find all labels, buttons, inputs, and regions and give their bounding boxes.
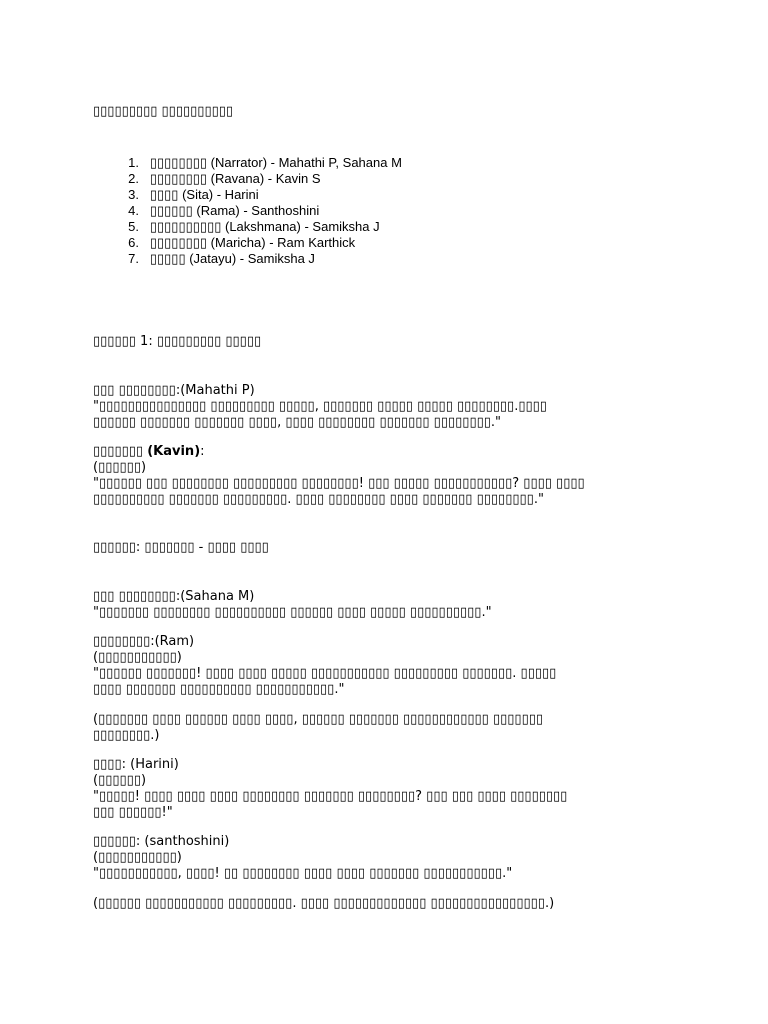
narrator1-line1: "▯▯▯▯▯▯▯▯▯▯▯▯▯▯▯ ▯▯▯▯▯▯▯▯▯ ▯▯▯▯▯, ▯▯▯▯▯▯▯ ▯▯▯▯▯ ▯▯▯▯▯ ▯▯▯▯▯▯▯▯.▯▯▯▯ — [93, 399, 547, 414]
narrator1-line2: ▯▯▯▯▯▯ ▯▯▯▯▯▯▯ ▯▯▯▯▯▯▯ ▯▯▯▯, ▯▯▯▯ ▯▯▯▯▯▯▯▯ ▯▯▯▯▯▯▯ ▯▯▯▯▯▯▯▯." — [93, 415, 502, 430]
sita-stage: (▯▯▯▯▯▯) — [93, 773, 147, 788]
ravana-speaker — [93, 444, 205, 460]
scene2-heading: ▯▯▯▯▯▯: ▯▯▯▯▯▯▯ - ▯▯▯▯ ▯▯▯▯ — [93, 540, 269, 555]
rama-line1: "▯▯▯▯▯▯▯▯▯▯▯, ▯▯▯▯! ▯▯ ▯▯▯▯▯▯▯▯ ▯▯▯▯ ▯▯▯▯ ▯▯▯▯▯▯▯ ▯▯▯▯▯▯▯▯▯▯▯." — [93, 866, 513, 881]
list-number: 6. — [128, 235, 139, 250]
stage-direction-1-line2: ▯▯▯▯▯▯▯▯.) — [93, 728, 160, 743]
list-text: ▯▯▯▯▯▯▯▯ (Maricha) - Ram Karthick — [149, 235, 356, 250]
list-item — [93, 187, 402, 203]
maricha-line1: "▯▯▯▯▯▯ ▯▯▯▯▯▯▯! ▯▯▯▯ ▯▯▯▯ ▯▯▯▯▯ ▯▯▯▯▯▯▯▯▯▯▯ ▯▯▯▯▯▯▯▯▯ ▯▯▯▯▯▯▯. ▯▯▯▯▯ — [93, 666, 557, 681]
list-number: 4. — [128, 203, 139, 218]
ravana-actor: (Kavin) — [147, 444, 201, 459]
list-item — [93, 251, 402, 267]
list-number: 2. — [128, 171, 139, 186]
maricha-stage: (▯▯▯▯▯▯▯▯▯▯▯) — [93, 650, 182, 665]
list-item — [93, 155, 402, 171]
ravana-line1: "▯▯▯▯▯▯ ▯▯▯ ▯▯▯▯▯▯▯▯ ▯▯▯▯▯▯▯▯▯ ▯▯▯▯▯▯▯▯! ▯▯▯ ▯▯▯▯▯ ▯▯▯▯▯▯▯▯▯▯▯? ▯▯▯▯ ▯▯▯▯ — [93, 476, 585, 491]
ravana-line2: ▯▯▯▯▯▯▯▯▯▯ ▯▯▯▯▯▯▯ ▯▯▯▯▯▯▯▯▯. ▯▯▯▯ ▯▯▯▯▯▯▯▯ ▯▯▯▯ ▯▯▯▯▯▯▯ ▯▯▯▯▯▯▯▯." — [93, 492, 544, 507]
narrator2-line1: "▯▯▯▯▯▯▯ ▯▯▯▯▯▯▯▯ ▯▯▯▯▯▯▯▯▯▯ ▯▯▯▯▯▯ ▯▯▯▯ ▯▯▯▯▯ ▯▯▯▯▯▯▯▯▯▯." — [93, 605, 492, 620]
ravana-colon: : — [200, 444, 205, 459]
list-item — [93, 219, 402, 235]
sita-line1: "▯▯▯▯▯! ▯▯▯▯ ▯▯▯▯ ▯▯▯▯ ▯▯▯▯▯▯▯▯ ▯▯▯▯▯▯▯ ▯▯▯▯▯▯▯▯? ▯▯▯ ▯▯▯ ▯▯▯▯ ▯▯▯▯▯▯▯▯ — [93, 789, 568, 804]
narrator2-speaker: ▯▯▯ ▯▯▯▯▯▯▯▯:(Sahana M) — [93, 589, 255, 604]
ravana-stage: (▯▯▯▯▯▯) — [93, 460, 147, 475]
stage-direction-1-line1: (▯▯▯▯▯▯▯ ▯▯▯▯ ▯▯▯▯▯▯ ▯▯▯▯ ▯▯▯▯, ▯▯▯▯▯▯ ▯▯▯▯▯▯▯ ▯▯▯▯▯▯▯▯▯▯▯▯ ▯▯▯▯▯▯▯ — [93, 712, 544, 727]
cast-list — [93, 155, 402, 267]
list-text: ▯▯▯▯▯▯▯▯ (Ravana) - Kavin S — [149, 171, 321, 186]
stage-direction-2: (▯▯▯▯▯▯ ▯▯▯▯▯▯▯▯▯▯▯ ▯▯▯▯▯▯▯▯▯. ▯▯▯▯ ▯▯▯▯▯▯▯▯▯▯▯▯▯ ▯▯▯▯▯▯▯▯▯▯▯▯▯▯▯▯.) — [93, 896, 555, 911]
list-number: 1. — [128, 155, 139, 170]
list-item — [93, 235, 402, 251]
sita-line2: ▯▯▯ ▯▯▯▯▯▯!" — [93, 805, 173, 820]
list-text: ▯▯▯▯▯ (Jatayu) - Samiksha J — [149, 251, 315, 266]
rama-stage: (▯▯▯▯▯▯▯▯▯▯▯) — [93, 850, 182, 865]
narrator1-speaker: ▯▯▯ ▯▯▯▯▯▯▯▯:(Mahathi P) — [93, 383, 255, 398]
maricha-speaker: ▯▯▯▯▯▯▯▯:(Ram) — [93, 634, 195, 649]
list-item — [93, 203, 402, 219]
list-text: ▯▯▯▯▯▯▯▯ (Narrator) - Mahathi P, Sahana M — [149, 155, 402, 170]
document-title: ▯▯▯▯▯▯▯▯▯ ▯▯▯▯▯▯▯▯▯▯ — [93, 104, 234, 119]
list-text: ▯▯▯▯ (Sita) - Harini — [149, 187, 259, 202]
list-item — [93, 171, 402, 187]
maricha-line2: ▯▯▯▯ ▯▯▯▯▯▯▯ ▯▯▯▯▯▯▯▯▯▯ ▯▯▯▯▯▯▯▯▯▯▯." — [93, 682, 345, 697]
list-number: 3. — [128, 187, 139, 202]
scene1-heading: ▯▯▯▯▯▯ 1: ▯▯▯▯▯▯▯▯▯ ▯▯▯▯▯ — [93, 334, 262, 349]
list-text: ▯▯▯▯▯▯▯▯▯▯ (Lakshmana) - Samiksha J — [149, 219, 380, 234]
list-number: 5. — [128, 219, 139, 234]
ravana-name: ▯▯▯▯▯▯▯ — [93, 444, 148, 459]
rama-speaker: ▯▯▯▯▯▯: (santhoshini) — [93, 834, 230, 849]
list-number: 7. — [128, 251, 139, 266]
list-text: ▯▯▯▯▯▯ (Rama) - Santhoshini — [149, 203, 320, 218]
sita-speaker: ▯▯▯▯: (Harini) — [93, 757, 179, 772]
